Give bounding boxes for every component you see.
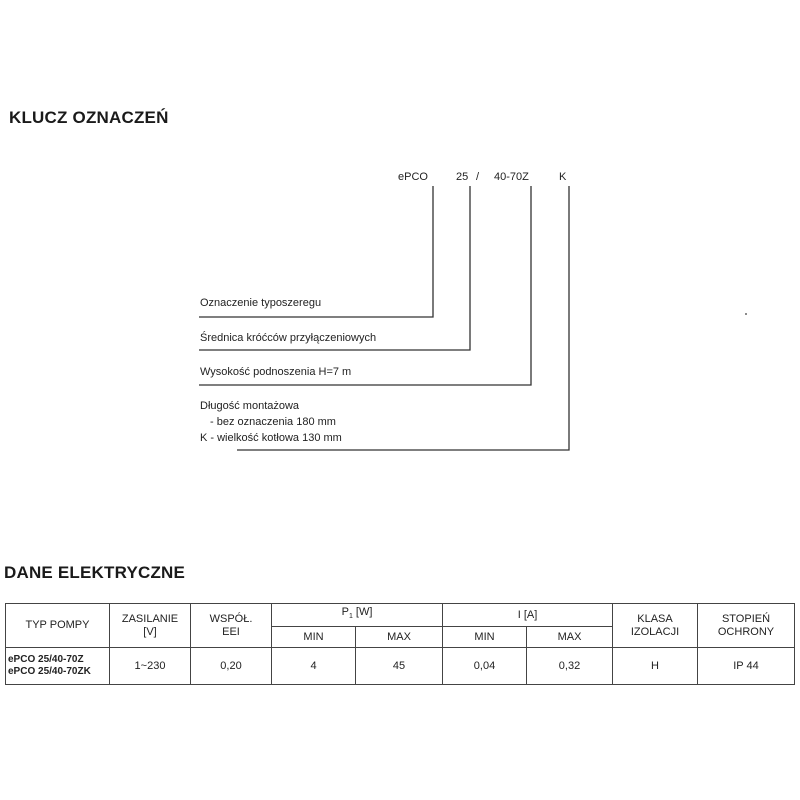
header-eei: [191, 604, 272, 648]
label-length-title: Długość montażowa: [200, 400, 300, 412]
header-current-min: MIN: [443, 627, 527, 648]
leader-diameter: [199, 186, 470, 350]
cell-eei: 0,20: [191, 648, 272, 685]
header-power: [272, 604, 443, 627]
cell-pump-models: [6, 648, 110, 685]
header-eei-label: WSPÓŁ.: [209, 612, 253, 625]
header-class-label: KLASA: [637, 612, 673, 625]
header-current-max: MAX: [527, 627, 613, 648]
header-power-symbol: P: [341, 606, 349, 619]
header-supply: [110, 604, 191, 648]
header-protection-label2: OCHRONY: [717, 625, 775, 638]
header-protection-label: STOPIEŃ: [721, 612, 771, 625]
model-1: ePCO 25/40-70Z: [8, 654, 84, 665]
header-power-unit: [W]: [355, 606, 373, 619]
cell-supply: 1~230: [110, 648, 191, 685]
header-supply-unit: [V]: [143, 625, 157, 638]
cell-protection: IP 44: [698, 648, 795, 685]
table-row: [6, 648, 795, 685]
label-series: Oznaczenie typoszeregu: [200, 297, 322, 309]
cell-current-max: 0,32: [527, 648, 613, 685]
code-slash: /: [476, 171, 480, 183]
label-diameter: Średnica króćców przyłączeniowych: [200, 332, 377, 344]
label-head: Wysokość podnoszenia H=7 m: [200, 366, 352, 378]
leader-head: [199, 186, 531, 385]
cell-power-max: 45: [356, 648, 443, 685]
header-protection-degree: [698, 604, 795, 648]
code-series: ePCO: [398, 171, 428, 183]
header-supply-label: ZASILANIE: [121, 612, 179, 625]
code-diameter: 25: [456, 171, 469, 183]
label-length-opt2: K - wielkość kotłowa 130 mm: [200, 432, 342, 444]
header-power-min: MIN: [272, 627, 356, 648]
header-insulation-class: [613, 604, 698, 648]
code-head: 40-70Z: [494, 171, 529, 183]
model-2: ePCO 25/40-70ZK: [8, 666, 91, 677]
label-length-opt1: - bez oznaczenia 180 mm: [210, 416, 336, 428]
cell-insulation-class: H: [613, 648, 698, 685]
header-power-sub: 1: [348, 613, 353, 621]
electrical-table: [5, 603, 795, 685]
cell-power-min: 4: [272, 648, 356, 685]
code-length: K: [559, 171, 567, 183]
key-title: KLUCZ OZNACZEŃ: [9, 108, 169, 127]
stray-dot: [745, 313, 747, 315]
electrical-title: DANE ELEKTRYCZNE: [4, 563, 186, 582]
header-eei-unit: EEI: [222, 625, 240, 638]
header-power-max: MAX: [356, 627, 443, 648]
cell-current-min: 0,04: [443, 648, 527, 685]
header-pump-type: TYP POMPY: [6, 604, 110, 648]
header-class-label2: IZOLACJI: [630, 625, 680, 638]
header-current: I [A]: [443, 604, 613, 627]
